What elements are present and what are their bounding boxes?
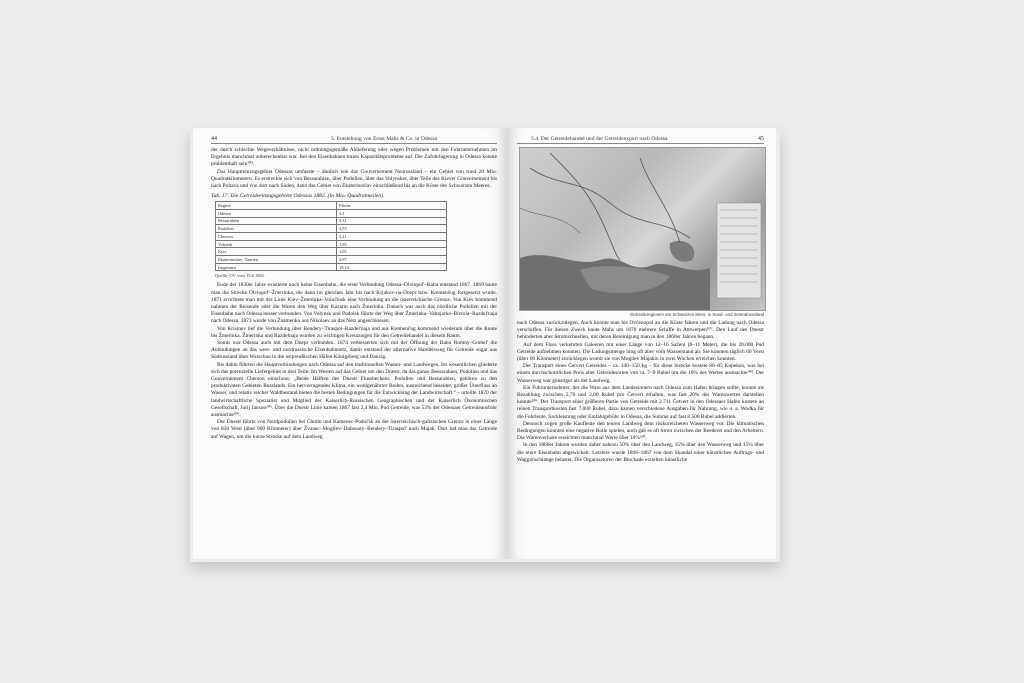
left-page	[193, 128, 507, 559]
map-drawing	[520, 148, 765, 310]
table-row	[216, 217, 447, 225]
table-cell: 3,1	[337, 209, 447, 217]
right-running-head	[517, 136, 764, 144]
paragraph: Von Krisinev lief die Verbindung über Bendery–Tiraspol–Razdel'naja und aus Kremenčug kommend wiederum über die Route bis Žmerinka. Žmerinka und Razdelnaja wurden zu wichtigen Kreuzungen für den Getreidehandel in diesem Raum.	[211, 325, 497, 339]
table-cell: 3,21	[337, 232, 447, 240]
header-cell: Fläche	[337, 202, 447, 210]
table-cell: Insgesamt	[216, 263, 337, 271]
paragraph: Somit war Odessa auch mit dem Dnepr verbunden. 1874 verbesserten sich mit der Öffnung der Bahn Romny–Gomel' die Anbindungen an das west- und nordrussische Eisenbahnnetz, damit entstand der alternative Handelsweg für Getreide sogar aus Südrussland über Warschau in die ostpreußischen Häfen Königsberg und Danzig.	[211, 340, 497, 361]
paragraph: Ein Fuhrunternehmer, der die Ware aus dem Landesinnern nach Odessa zum Hafen bringen sollte, konnte als Bezahlung zwischen 2,70 und 2,80 Rubel pro Četvert erhalten, was fast 20% des Warenwertes darstellen konnte²⁰⁹. Der Transport einer größeren Partie von Getreide mit 2.711 Četvert in den Odessaer Hafen kostete an reinen Transportkosten fast 7.000 Rubel, dazu kamen verschiedene Ausgaben für Nahrung, wie u. a. Wodka für die Fuhrleute, Sackleistung oder Einfahrgebühr in Odessa, die Summe auf fast 8.500 Rubel addierten.	[517, 384, 764, 420]
table-cell: 1,95	[337, 240, 447, 248]
table-row	[216, 232, 447, 240]
right-page-number: 45	[758, 136, 764, 142]
table-cell: 1,05	[337, 248, 447, 256]
historical-map-image	[519, 147, 766, 311]
table-row	[216, 248, 447, 256]
table-cell: Kiev	[216, 248, 337, 256]
table-header-row	[216, 202, 447, 210]
table-cell: Bessarabien	[216, 217, 337, 225]
left-text-top	[211, 147, 497, 190]
table-caption: Tab. 17. Die Getreideeinzugsgebiete Odessas 1882. (In Mio. Quadratmeilen).	[211, 193, 385, 200]
paragraph: In den 1860er Jahren wurden daher nahezu 50% über den Landweg, 35% über den Wasserweg und 15% über die teure Eisenbahn abgewickelt. Letztere wurde 1866–1867 von dem Skandal einer künstlichen Auftrags- und Waggonschlange belastet. Die Organisatoren der Blockade erzielten künstliche	[517, 442, 764, 463]
table-cell: 2,97	[337, 256, 447, 264]
left-text-bottom	[211, 282, 497, 440]
table-row	[216, 225, 447, 233]
table-row	[216, 256, 447, 264]
table-cell: 3,55	[337, 225, 447, 233]
region-area-table	[215, 201, 447, 271]
table-cell: Volynsk	[216, 240, 337, 248]
paragraph: Auf dem Fluss verkehrten Galeeren mit einer Länge von 12–16 Saženi (8–11 Meter), die bis 20.000 Pud Getreide aufnehmen konnten. Die Ladungsmenge hing oft aber vom Wasserstand ab. Sie konnten täglich 60 Verst (über 60 Kilometer) zurücklegen womit sie von Mogilev Majakin in zwei Wochen erreichen konnten.	[517, 341, 764, 363]
table-cell: Cherson	[216, 232, 337, 240]
paragraph: Der Transport eines Četvert Getreides – ca. 140–150 kg – für diese Strecke kostete 80–85 Kopeken, was bei einem durchschnittlichen Preis aller Getreidesorten von ca. 7–9 Rubel um die 10% des Wertes ausmachte²⁰⁸. Der Wasserweg war günstiger als der Landweg.	[517, 363, 764, 384]
table-cell: 18,14	[337, 263, 447, 271]
right-page	[507, 128, 776, 559]
left-head-title: 5. Entstehung von Ernst Mahs & Co. in Odessa	[331, 136, 437, 142]
table-cell: Podolien	[216, 225, 337, 233]
table-row	[216, 240, 447, 248]
table-cell: Ekaterinoslav- Taurien	[216, 256, 337, 264]
paragraph: Der Dnestr führte von Nordpodolien bei Chotin und Kamenec-Podol'sk an der österreichisch-galizischen Grenze in einer Länge von 830 Verst (über 900 Kilometer) über Žvanec–Mogilev–Dubosary–Bendery–Tiraspol' nach Majak. Dort lud man das Getreide auf Wagen, um die kurze Strecke auf dem Landweg	[211, 419, 497, 440]
paragraph: der durch schlechte Wegeverhältnisse, nicht ordnungsgemäße Ablieferung oder wegen Problemen mit den Fuhrunternehmen im Ergebnis manchmal unberechenbar war. Bei den Eisenbahnen traten Kapazitätsprobleme auf. Die Zufuhrlagerung in Odessa konnte problemhaft sein²⁰⁴.	[211, 147, 497, 168]
header-cell: Region	[216, 202, 337, 210]
right-head-title: 5.4. Der Getreidehandel und der Getreideexport nach Odessa	[531, 136, 668, 142]
left-running-head	[211, 136, 497, 144]
table-cell: 3,31	[337, 217, 447, 225]
left-page-number: 44	[211, 136, 217, 142]
table-row	[216, 209, 447, 217]
open-book	[193, 128, 776, 559]
table-row	[216, 263, 447, 271]
paragraph: Dennoch zogen große Kaufleute den teuren Landweg dem risikoreicheren Wasserweg vor. Die klimatischen Bedingungen konnten eine negative Rolle spielen, auch gab es oft Streit zwischen der Reederei und den Arbeitern. Die Warenverluste erreichten manchmal Werte über 10%²¹⁰.	[517, 420, 764, 442]
table-cell: Odessa	[216, 209, 337, 217]
right-text	[517, 320, 764, 464]
paragraph: Ende der 1830er Jahre existierte noch keine Eisenbahn, die erste Verbindung Odessa–Olviopol'–Balta entstand 1867. 1869 baute man die Strecke Olviopol'–Žmerinka, die dann im gleichen Jahr bis nach Krjukov-na-Dnepr bzw. Kremenčug fortgesetzt wurde. 1871 errichtete man mit der Linie Kiev–Žmerinka–Voločinsk eine Verbindung an die österreichische Grenze. Von Kiev kommend nahmen der Reisende oder die Waren den Weg über Kazatin nach Žmerinka. Danach war auch das nördliche Podolien mit der Eisenbahn nach Odessa besser verbunden. Von Volynsk und Podolsk führte der Weg über Žmerinka–Vahnjarka–Birzula–Razdel'naja nach Odessa. 1873 wurde von Žnamenko aus Nikolaev an das Netz angeschlossen.	[211, 282, 497, 325]
paragraph: nach Odessa zurückzulegen. Auch konnte man bis Ovčenopol an die Küste fahren und die Ladung nach Odessa verschiffen. Für diesen Zweck baute Mahs um 1870 mehrere Schiffe in Antwerpen²⁰⁷. Den Lauf des Dnestr behinderten aber Stromschnellen, mit deren Bereinigung man in den 1860er Jahren begann.	[517, 320, 764, 341]
table-source: Quelle: OV vom 15.6.1882.	[215, 273, 266, 279]
paragraph: Bis dahin führten die Hauptverbindungen nach Odessa auf den traditionellen Wasser- und Landwegen. Im wesentlichen gliederte sich das potenzielle Liefergebiet in drei Teile: Im Westen auf das Gebiet um den Dnestr, da das ganze Bessarabien, Podolien und das Gouvernement Cherson einschoss: „Beide Hälften des Dnestr Flussbeckens, Podolien und Bessarabien, gehören zu den produktivsten Gebieten Russlands. Ein hervorragendes Klima, ein wohlgenährter Boden, ausreichend beseidet, großer Überfluss an Wasser, und relativ reicher Waldbestand bieten die besten Bedingungen für die Entwicklung der Landwirtschaft.“ – urteilte 1870 der landwirtschaftliche Spezialist und Mitglied der Kaiserlich-Russischen Geographischen und der Kaiserlich Ökonomischen Gesellschaft, Jurij Janson²⁰⁵. Über die Dnestr Linie kamen 1867 fast 2,4 Mio. Pud Getreide, was 53% der Odessaer Getreideausfuhr ausmachte²⁰⁶.	[211, 361, 497, 419]
paragraph: Das Hauptreinzugsgebiet Odessas umfasste – ähnlich wie das Gouvernement Neurussland – ein Gebiet von rund 20 Mio. Quadratkilometern. Es erstreckte sich von Bessarabien, über Podolien, über das Volynsker, über Teile des Kiever Gouvernement bis nach Poltava und von dort nach Süden, dann das Gebiet von Ekaterinoslav einschließend bis an die Küste des Schwarzen Meeres.	[211, 168, 497, 190]
map-caption: Getreideregionen am Schwarzen Meer, in Sued- und Zentralrussland	[630, 312, 764, 317]
